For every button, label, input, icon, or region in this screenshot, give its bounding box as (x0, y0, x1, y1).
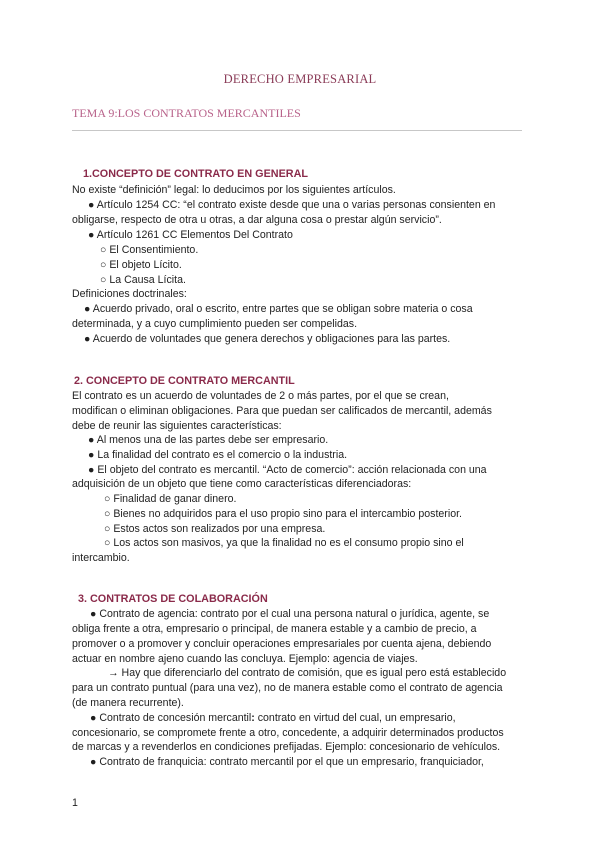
sub-bullet-item: ○ Finalidad de ganar dinero. (104, 493, 237, 505)
bullet-item: ● Artículo 1254 CC: “el contrato existe desde que una o varias personas consienten en (88, 199, 496, 211)
note-line: → Hay que diferenciarlo del contrato de comisión, que es igual pero está establecido (108, 667, 507, 679)
bullet-item: ● La finalidad del contrato es el comercio o la industria. (88, 449, 348, 461)
paragraph-line: No existe “definición” legal: lo deducimos por los siguientes artículos. (72, 184, 396, 196)
divider (72, 130, 522, 131)
bullet-item: ● Al menos una de las partes debe ser empresario. (88, 434, 329, 446)
bullet-item-continuation: obligarse, respecto de otra u otras, a dar alguna cosa o prestar algún servicio”. (72, 214, 442, 226)
sub-bullet-item: ○ Bienes no adquiridos para el uso propio sino para el intercambio posterior. (104, 508, 462, 520)
bullet-item: ● Acuerdo privado, oral o escrito, entre partes que se obligan sobre materia o cosa (84, 303, 473, 315)
sub-bullet-item: ○ La Causa Lícita. (100, 274, 186, 286)
bullet-text: contrato en virtud del cual, un empresario, (254, 712, 456, 724)
document-subtitle: TEMA 9:LOS CONTRATOS MERCANTILES (72, 106, 301, 120)
section-heading-3: 3. CONTRATOS DE COLABORACIÓN (78, 593, 268, 605)
sub-bullet-item: ○ El objeto Lícito. (100, 259, 182, 271)
bullet-text: ● Contrato de concesión mercantil (90, 712, 252, 724)
note-line: (de manera recurrente). (72, 697, 184, 709)
bullet-item: ● Acuerdo de voluntades que genera derechos y obligaciones para las partes. (84, 333, 451, 345)
bullet-item: ● Contrato de agencia: contrato por el cual una persona natural o jurídica, agente, se (90, 608, 490, 620)
bullet-item-continuation: actuar en nombre ajeno cuando las concluya. Ejemplo: agencia de viajes. (72, 653, 418, 665)
bullet-item-continuation: obliga frente a otra, empresario o principal, de manera estable y a cambio de precio, a (72, 623, 477, 635)
note-line: para un contrato puntual (para una vez), no de manera estable como el contrato de agencia (72, 682, 503, 694)
page-number: 1 (72, 797, 78, 809)
bold-colon: : (251, 712, 255, 724)
bullet-item: ● Contrato de franquicia: contrato mercantil por el que un empresario, franquiciador, (90, 756, 484, 768)
sub-bullet-item: ○ Los actos son masivos, ya que la finalidad no es el consumo propio sino el (104, 537, 464, 549)
sub-bullet-continuation: intercambio. (72, 552, 130, 564)
bullet-item-continuation: promover o a promover y concluir operaciones empresariales por cuenta ajena, debiendo (72, 638, 492, 650)
bullet-item: ● Artículo 1261 CC Elementos Del Contrato (88, 229, 293, 241)
sub-bullet-item: ○ Estos actos son realizados por una empresa. (104, 523, 326, 535)
bullet-item-continuation: de marcas y a revenderlos en condiciones prefijadas. Ejemplo: concesionario de vehículos. (72, 741, 501, 753)
bullet-item-continuation: determinada, y a cuyo cumplimiento pueden ser compelidas. (72, 318, 358, 330)
bullet-item: ● El objeto del contrato es mercantil. “Acto de comercio”: acción relacionada con una (88, 464, 487, 476)
section-heading-1: 1.CONCEPTO DE CONTRATO EN GENERAL (83, 168, 308, 180)
paragraph-line: debe de reunir las siguientes características: (72, 420, 282, 432)
bullet-item (90, 712, 456, 724)
paragraph-line: modifican o eliminan obligaciones. Para que puedan ser calificados de mercantil, además (72, 405, 492, 417)
document-title: DERECHO EMPRESARIAL (223, 72, 377, 86)
paragraph-line: El contrato es un acuerdo de voluntades de 2 o más partes, por el que se crean, (72, 390, 449, 402)
bullet-item-continuation: adquisición de un objeto que tiene como características diferenciadoras: (72, 478, 412, 490)
sub-bullet-item: ○ El Consentimiento. (100, 244, 199, 256)
section-heading-2: 2. CONCEPTO DE CONTRATO MERCANTIL (74, 375, 295, 387)
bullet-item-continuation: concesionario, se compromete frente a otro, concedente, a adquirir determinados productos (72, 727, 504, 739)
paragraph-line: Definiciones doctrinales: (72, 288, 187, 300)
